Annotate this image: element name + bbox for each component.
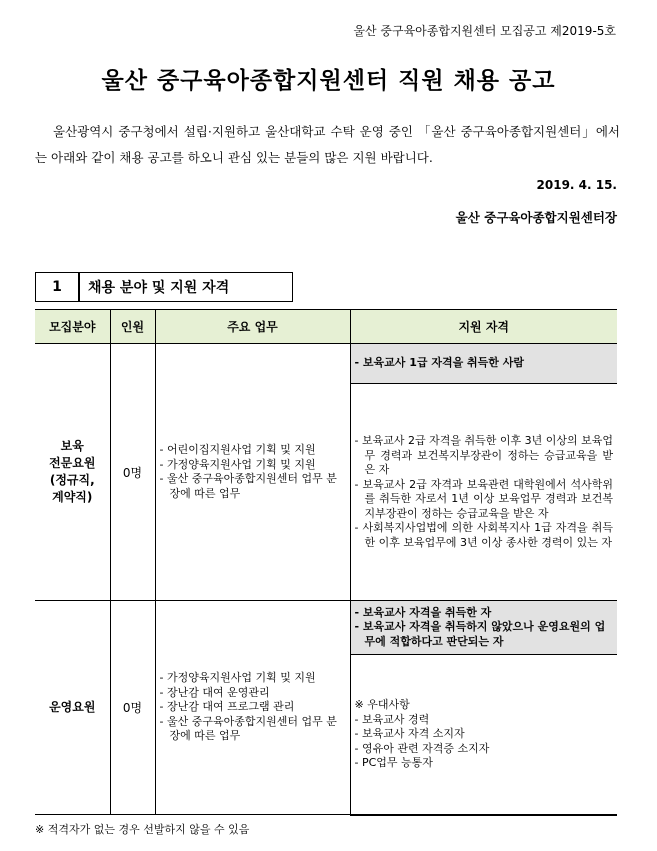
- header-field: 모집분야: [35, 310, 110, 344]
- organization-signature: 울산 중구육아종합지원센터장: [455, 210, 617, 225]
- page-title: 울산 중구육아종합지원센터 직원 채용 공고: [101, 68, 556, 94]
- list-item: - 보육교사 자격을 취득한 자: [355, 606, 614, 621]
- intro-paragraph: 울산광역시 중구청에서 설립·지원하고 울산대학교 수탁 운영 중인 「울산 중구육아종합지원센터」에서는 아래와 같이 채용 공고를 하오니 관심 있는 분들의 많은 지원 바랍니다.: [35, 124, 620, 165]
- required-qualification-cell: [350, 601, 617, 655]
- list-item: - 가정양육지원사업 기획 및 지원: [160, 671, 346, 686]
- required-list: [351, 356, 618, 371]
- notice-date: 2019. 4. 15.: [536, 178, 617, 192]
- list-item: - 울산 중구육아종합지원센터 업무 분장에 따른 업무: [160, 472, 346, 501]
- list-item: - 보육교사 자격 소지자: [355, 727, 614, 742]
- list-item: - PC업무 능통자: [355, 756, 614, 771]
- header-duties: 주요 업무: [155, 310, 350, 344]
- table-header-row: [35, 310, 617, 344]
- preferred-list: [351, 713, 618, 771]
- duties-cell: [155, 601, 350, 815]
- required-qualification-cell: [350, 344, 617, 384]
- list-item: - 보육교사 1급 자격을 취득한 사람: [355, 356, 614, 371]
- notice-number: 울산 중구육아종합지원센터 모집공고 제2019-5호: [353, 24, 616, 38]
- required-list: [351, 606, 618, 650]
- section-number: 1: [35, 272, 79, 302]
- footnote: ※ 적격자가 없는 경우 선발하지 않을 수 있음: [35, 823, 250, 836]
- qualification-list: [351, 434, 618, 550]
- list-item: - 보육교사 경력: [355, 713, 614, 728]
- list-item: - 영유아 관련 자격증 소지자: [355, 742, 614, 757]
- list-item: - 가정양육지원사업 기획 및 지원: [160, 458, 346, 473]
- duties-cell: [155, 344, 350, 601]
- count-cell: 0명: [110, 601, 155, 815]
- field-cell: 운영요원: [35, 601, 110, 815]
- count-cell: 0명: [110, 344, 155, 601]
- qualification-cell: [350, 384, 617, 601]
- duties-list: [156, 443, 350, 501]
- list-item: - 보육교사 2급 자격과 보육관련 대학원에서 석사학위를 취득한 자로서 1년 이상 보육업무 경력과 보건복지부장관이 정하는 승급교육을 받은 자: [355, 478, 614, 522]
- field-cell: [35, 344, 110, 601]
- section-title: 채용 분야 및 지원 자격: [79, 272, 293, 302]
- list-item: - 울산 중구육아종합지원센터 업무 분장에 따른 업무: [160, 715, 346, 744]
- preferred-title: ※ 우대사항: [354, 698, 410, 711]
- list-item: - 보육교사 2급 자격을 취득한 이후 3년 이상의 보육업무 경력과 보건복지부장관이 정하는 승급교육을 받은 자: [355, 434, 614, 478]
- field-name: 보육 전문요원 (정규직, 계약직): [49, 439, 96, 504]
- header-count: 인원: [110, 310, 155, 344]
- preferred-cell: [350, 655, 617, 815]
- list-item: - 장난감 대여 운영관리: [160, 686, 346, 701]
- table-row: [35, 601, 617, 655]
- duties-list: [156, 671, 350, 744]
- list-item: - 보육교사 자격을 취득하지 않았으나 운영요원의 업무에 적합하다고 판단되는 자: [355, 620, 614, 649]
- list-item: - 사회복지사업법에 의한 사회복지사 1급 자격을 취득한 이후 보육업무에 3년 이상 종사한 경력이 있는 자: [355, 521, 614, 550]
- list-item: - 어린이집지원사업 기획 및 지원: [160, 443, 346, 458]
- header-qualifications: 지원 자격: [350, 310, 617, 344]
- table-row: [35, 344, 617, 384]
- recruitment-table: [35, 309, 617, 816]
- list-item: - 장난감 대여 프로그램 관리: [160, 700, 346, 715]
